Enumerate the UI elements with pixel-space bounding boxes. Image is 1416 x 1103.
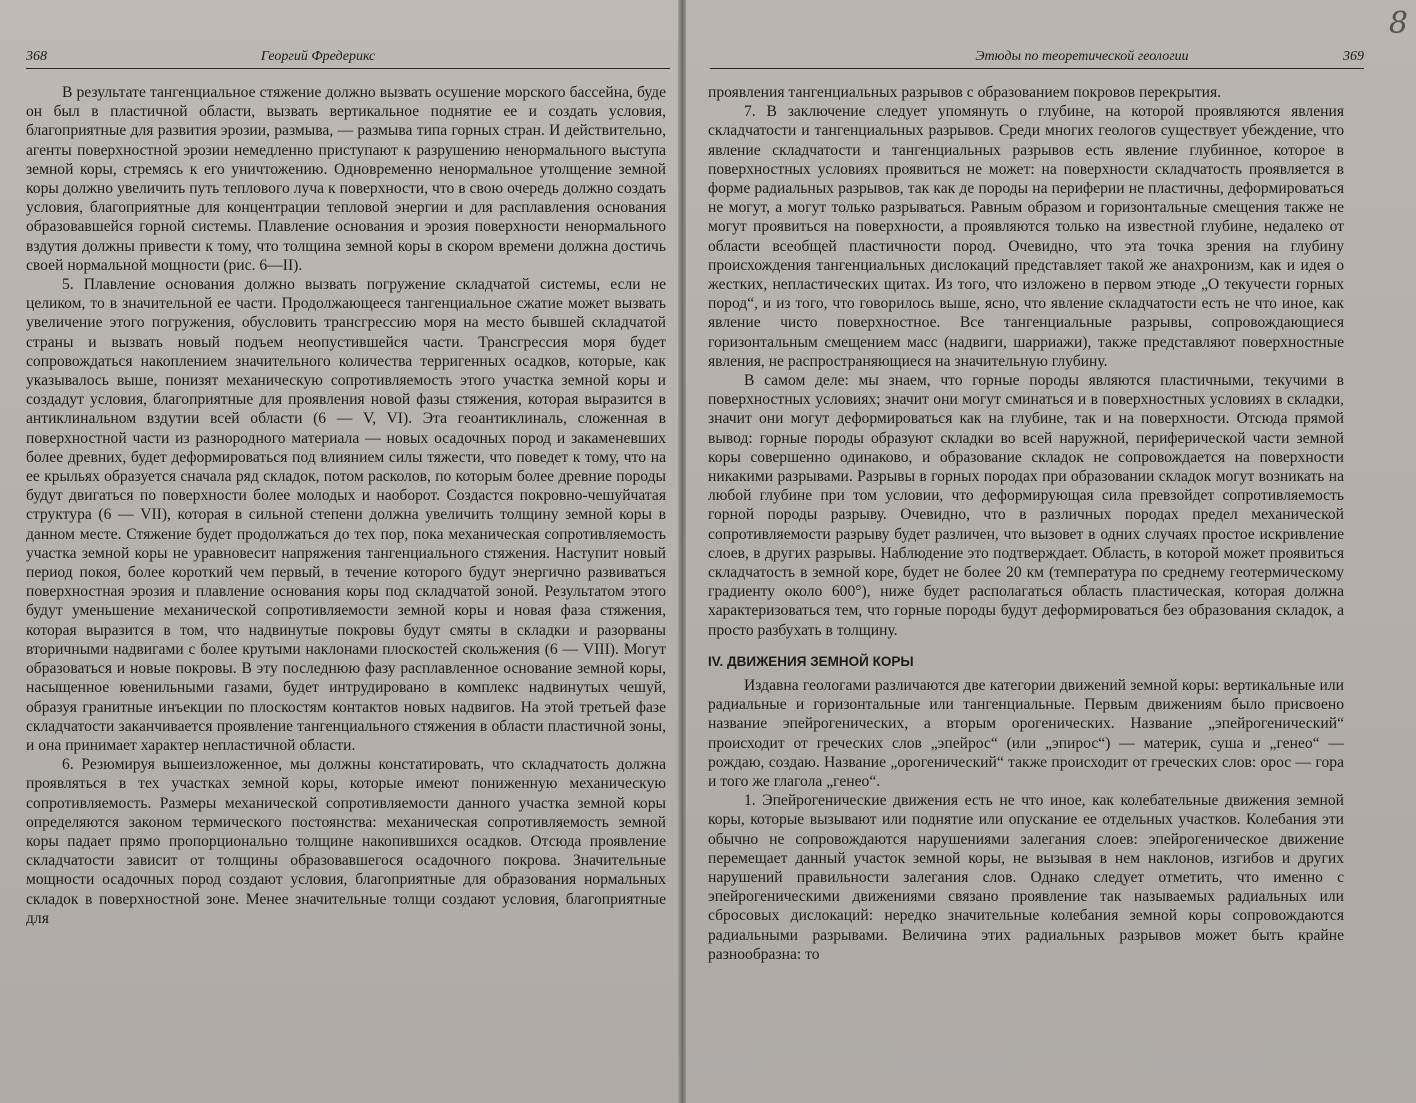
- paragraph: 6. Резюмируя вышеизложенное, мы должны констатировать, что складчатость должна проявляться в тех участках земной коры, которые имеют пониженную механическую сопротивляемость. Размеры механической сопротивляемости данного участка земной коры определяются законом термического постоянства: механическая сопротивляемость земной коры падает прямо пропорционально толщине накопившихся осадков. Отсюда проявление складчатости зависит от толщины образовавшегося осадочного покрова. Значительные мощности осадочных пород создают условия, благоприятные для образования нормальных складок в поверхностной зоне. Менее значительные толщи создают условия, благоприятные для: [26, 756, 666, 927]
- left-page-number: 368: [26, 49, 47, 64]
- left-running-head: [26, 48, 670, 69]
- right-page-body: [708, 83, 1344, 964]
- right-page: [686, 0, 1416, 1103]
- paragraph: 7. В заключение следует упомянуть о глубине, на которой проявляются явления складчатости и тангенциальных разрывов. Среди многих геологов существует убеждение, что явление складчатости и тангенциальных разрывов есть явление глубинное, которое в поверхностных условиях проявиться не может: на поверхности складчатость проявляется в форме радиальных разрывов, так как де породы на периферии не пластичны, деформироваться не могут, а могут только разрываться. Равным образом и горизонтальные смещения также не могут проявиться на поверхности, а проявляются только на известной глубине, недалеко от области всеобщей пластичности пород. Очевидно, что эта точка зрения на глубину происхождения тангенциальных дислокаций представляет такой же анахронизм, как и идея о жестких, непластических щитах. Из того, что изложено в первом этюде „О текучести горных пород“, и из того, что говорилось выше, ясно, что явление складчатости есть не что иное, как явление чисто поверхностное. Все тангенциальные разрывы, сопровождающиеся горизонтальным смещением масс (надвиги, шарриажи), также представляют поверхностные явления, не распространяющиеся на значительную глубину.: [708, 103, 1344, 370]
- section-heading: IV. ДВИЖЕНИЯ ЗЕМНОЙ КОРЫ: [708, 653, 914, 669]
- paragraph: В результате тангенциальное стяжение должно вызвать осушение морского бассейна, буде он был в пластичной области, вызвать вертикальное поднятие ее и создать условия, благоприятные для развития эрозии, размыва, — размыва типа горных стран. И действительно, агенты поверхностной эрозии немедленно приступают к разрушению ненормального выступа земной коры, стремясь к его уничтожению. Одновременно ненормальное утолщение земной коры должно увеличить путь теплового луча к поверхности, что в свою очередь должно создать условия, благоприятные для концентрации тепловой энергии и для расплавления основания образовавшейся горной системы. Плавление основания и эрозия поверхности ненормального вздутия должны привести к тому, что толщина земной коры в скором времени должна достичь своей нормальной мощности (рис. 6—II).: [26, 84, 666, 274]
- paragraph: 1. Эпейрогенические движения есть не что иное, как колебательные движения земной коры, которые вызывают или поднятие или опускание ее отдельных участков. Колебания эти обычно не сопровождаются нарушениями залегания слоев: эпейрогеническое движение перемещает данный участок земной коры, не вызывая в нем наклонов, изгибов и других нарушений правильности залегания слов. Однако следует отметить, что именно с эпейрогеническими движениями связано проявление так называемых радиальных или сбросовых дислокаций: нередко значительные колебания земной коры сопровождаются радиальными разрывами. Величина этих радиальных разрывов может быть крайне разнообразна: то: [708, 792, 1344, 963]
- left-running-title: Георгий Фредерикс: [260, 49, 376, 64]
- paragraph: В самом деле: мы знаем, что горные породы являются пластичными, текучими в поверхностных условиях; значит они могут сминаться и в поверхностных условиях в складки, значит они могут деформироваться как на глубине, так и на поверхности. Отсюда прямой вывод: горные породы образуют складки во всей наружной, периферической части земной коры совершенно одинаково, и образование складок не сопровождается на поверхности никакими разрывами. Разрывы в горных породах при образовании складок могут возникать на любой глубине при том условии, что деформирующая сила превзойдет сопротивляемость горной породы разрыву. Очевидно, что в различных породах предел механической сопротивляемости разрыву будет различен, что вызовет в одних случаях простое искривление слоев, в других разрывы. Наблюдение это подтверждает. Область, в которой может проявиться складчатость в земной коре, будет не более 20 км (температура по среднему геотермическому градиенту около 600°), ниже будет располагаться область пластическая, которая должна характеризоваться тем, что горные породы будут деформироваться без образования складок, а просто разбухать в толщину.: [708, 372, 1344, 639]
- right-page-number: 369: [1343, 49, 1364, 64]
- paragraph: Издавна геологами различаются две категории движений земной коры: вертикальные или радиальные и горизонтальные или тангенциальные. Первым движениям было присвоено название эпейрогенических, а вторым орогенических. Название „эпейрогенический“ происходит от греческих слов „эпейрос“ (или „эпирос“) — материк, суша и „генео“ — рождаю, создаю. Название „орогенический“ также происходит от греческих слов: орос — гора и того же глагола „генео“.: [708, 676, 1344, 790]
- handwritten-page-mark: 8: [1388, 6, 1408, 41]
- left-page: [0, 0, 684, 1103]
- right-running-title: Этюды по теоретической геологии: [975, 49, 1189, 64]
- paragraph: 5. Плавление основания должно вызвать погружение складчатой системы, если не целиком, то в значительной ее части. Продолжающееся тангенциальное сжатие может вызвать увеличение этого погружения, обусловить трансгрессию моря на место бывшей складчатой страны и вызвать новый подъем неопустившейся части. Трансгрессия моря будет сопровождаться накоплением значительного количества терригенных осадков, которые, как указывалось выше, понизят механическую сопротивляемость этого участка земной коры и создадут условия, благоприятные для проявления новой фазы стяжения, которая выразится в антиклинальном вздутии всей области (6 — V, VI). Эта геоантиклиналь, сложенная в поверхностной части из разнородного материала — новых осадочных пород и закаменевших более древних, будет деформироваться под влиянием силы тяжести, что поведет к тому, что на ее крыльях образуется сначала ряд складок, потом расколов, по которым более древние породы будут двигаться по поверхности более молодых и наоборот. Создастся покровно-чешуйчатая структура (6 — VII), которая в сильной степени должна увеличить толщину земной коры в данном месте. Стяжение будет продолжаться до тех пор, пока механическая сопротивляемость участка земной коры не уравновесит напряжения тангенциального стяжения. Наступит новый период покоя, более короткий чем первый, в течение которого будут энергично развиваться поверхностная эрозия и плавление основания коры под складчатой зоной. Результатом этого будут уменьшение механической сопротивляемости земной коры и новая фаза стяжения, которая выразится в том, что надвинутые покровы будут смяты в складки и разорваны вторичными надвигами с более крутыми наклонами плоскостей скольжения (6 — VIII). Могут образоваться и новые покровы. В эту последнюю фазу расплавленное основание земной коры, насыщенное ювенильными газами, будет интрудировано в комплекс надвинутых чешуй, образуя гранитные инъекции по плоскостям контактов новых надвигов. На этой третьей фазе складчатости заканчивается проявление тангенциального стяжения в области пластичной зоны, и она принимает характер непластичной области.: [26, 276, 666, 754]
- left-page-body: [26, 83, 666, 928]
- right-running-head: [710, 48, 1364, 69]
- paragraph: проявления тангенциальных разрывов с образованием покровов перекрытия.: [708, 84, 1222, 101]
